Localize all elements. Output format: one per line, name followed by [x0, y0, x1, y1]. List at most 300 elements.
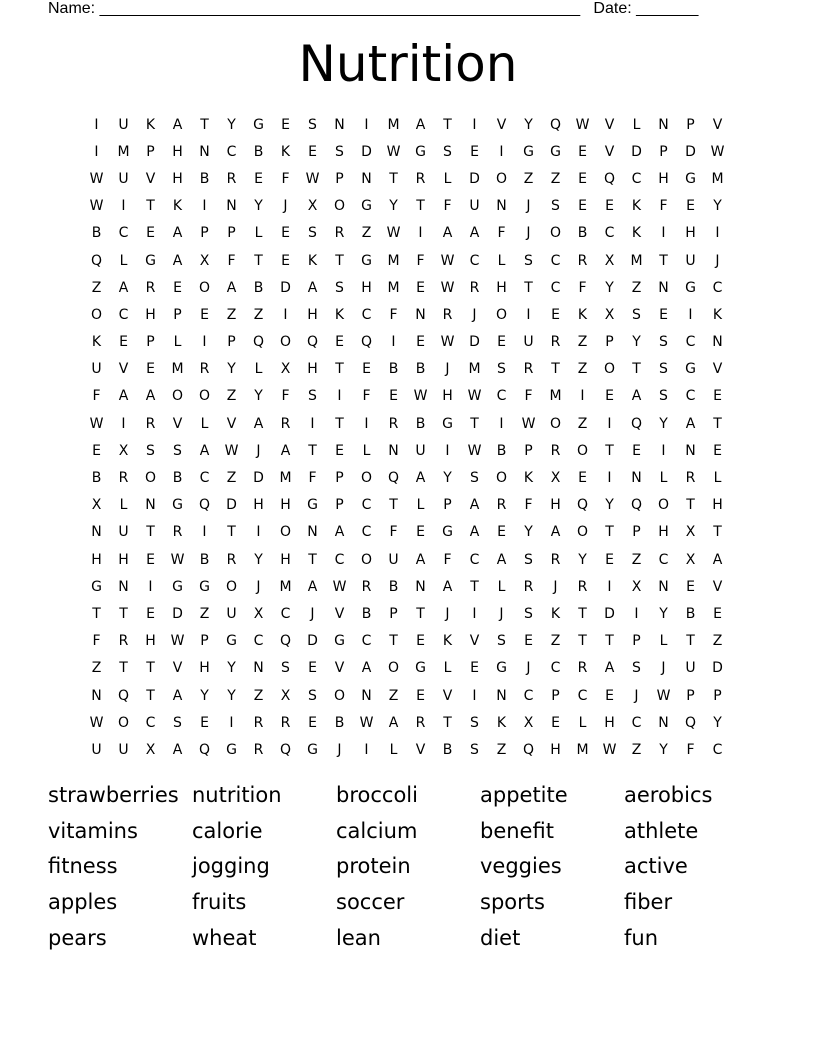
grid-letter: C	[604, 225, 615, 242]
grid-letter: U	[388, 551, 399, 568]
grid-letter: R	[550, 442, 561, 459]
grid-letter: B	[91, 225, 102, 242]
grid-letter: T	[443, 714, 452, 731]
grid-letter: S	[470, 470, 479, 487]
grid-letter: X	[91, 497, 102, 514]
grid-letter: W	[602, 741, 617, 758]
grid-letter: Z	[550, 170, 561, 187]
grid-letter: G	[172, 578, 183, 595]
grid-letter: E	[686, 198, 695, 215]
grid-letter: O	[576, 524, 589, 541]
word-bank-item: soccer	[336, 889, 405, 914]
grid-letter: I	[229, 714, 234, 731]
grid-letter: G	[523, 143, 534, 160]
grid-letter: Y	[632, 334, 641, 351]
grid-letter: H	[442, 388, 453, 405]
grid-letter: G	[415, 660, 426, 677]
grid-letter: L	[497, 252, 506, 269]
grid-letter: M	[279, 578, 292, 595]
grid-letter: E	[686, 578, 695, 595]
grid-letter: T	[146, 660, 155, 677]
grid-row	[83, 410, 731, 437]
grid-letter: U	[118, 170, 129, 187]
grid-letter: P	[632, 633, 641, 650]
grid-letter: I	[121, 415, 126, 432]
grid-letter: D	[469, 334, 480, 351]
grid-letter: N	[361, 170, 372, 187]
grid-letter: D	[361, 143, 372, 160]
grid-letter: R	[685, 470, 696, 487]
grid-letter: Y	[227, 361, 236, 378]
grid-letter: O	[198, 279, 211, 296]
grid-letter: J	[634, 687, 639, 704]
grid-letter: P	[146, 334, 155, 351]
grid-letter: L	[200, 415, 209, 432]
grid-letter: X	[685, 524, 696, 541]
grid-row	[83, 573, 731, 600]
word-bank-item: nutrition	[192, 782, 282, 807]
grid-letter: Y	[254, 551, 263, 568]
grid-letter: R	[550, 551, 561, 568]
grid-letter: N	[658, 279, 669, 296]
grid-letter: S	[659, 388, 668, 405]
grid-letter: H	[172, 143, 183, 160]
grid-letter: E	[416, 633, 425, 650]
grid-letter: Z	[361, 225, 372, 242]
grid-letter: A	[199, 442, 210, 459]
grid-letter: C	[550, 279, 561, 296]
grid-letter: R	[226, 551, 237, 568]
grid-letter: I	[499, 415, 504, 432]
grid-letter: A	[172, 225, 183, 242]
grid-letter: U	[523, 334, 534, 351]
grid-letter: E	[146, 225, 155, 242]
grid-letter: Y	[659, 605, 668, 622]
grid-letter: M	[387, 252, 400, 269]
grid-letter: O	[225, 578, 238, 595]
grid-letter: K	[631, 225, 642, 242]
grid-letter: G	[415, 143, 426, 160]
grid-letter: J	[553, 578, 558, 595]
grid-letter: T	[119, 605, 128, 622]
grid-letter: N	[226, 198, 237, 215]
grid-letter: R	[361, 578, 372, 595]
grid-letter: R	[523, 361, 534, 378]
grid-letter: N	[496, 687, 507, 704]
grid-letter: A	[226, 279, 237, 296]
grid-letter: T	[227, 524, 236, 541]
grid-letter: M	[387, 279, 400, 296]
grid-letter: Z	[523, 170, 534, 187]
grid-letter: H	[118, 551, 129, 568]
grid-letter: E	[605, 551, 614, 568]
grid-letter: M	[387, 116, 400, 133]
word-bank-item: aerobics	[624, 782, 713, 807]
grid-letter: I	[607, 470, 612, 487]
grid-letter: Z	[631, 741, 642, 758]
grid-letter: I	[121, 198, 126, 215]
grid-letter: L	[659, 470, 668, 487]
grid-letter: I	[499, 143, 504, 160]
grid-letter: S	[146, 442, 155, 459]
grid-letter: L	[659, 633, 668, 650]
grid-letter: P	[200, 225, 209, 242]
grid-letter: P	[200, 633, 209, 650]
word-bank-item: veggies	[480, 854, 562, 879]
grid-letter: R	[118, 633, 129, 650]
grid-letter: G	[145, 252, 156, 269]
grid-letter: A	[469, 497, 480, 514]
grid-letter: T	[605, 633, 614, 650]
grid-letter: P	[551, 687, 560, 704]
grid-letter: Y	[524, 524, 533, 541]
grid-letter: C	[361, 497, 372, 514]
grid-letter: C	[631, 170, 642, 187]
grid-letter: X	[199, 252, 210, 269]
grid-letter: Y	[227, 116, 236, 133]
word-bank-item: benefit	[480, 818, 554, 843]
grid-letter: N	[685, 442, 696, 459]
grid-letter: P	[713, 687, 722, 704]
grid-letter: Q	[630, 497, 643, 514]
grid-letter: V	[496, 116, 507, 133]
grid-letter: O	[144, 470, 157, 487]
grid-row	[83, 383, 731, 410]
grid-letter: E	[470, 143, 479, 160]
grid-letter: C	[685, 388, 696, 405]
grid-letter: Z	[550, 633, 561, 650]
grid-letter: V	[334, 605, 345, 622]
grid-letter: B	[415, 415, 426, 432]
grid-letter: G	[685, 361, 696, 378]
grid-row	[83, 709, 731, 736]
grid-letter: K	[91, 334, 102, 351]
grid-letter: L	[497, 578, 506, 595]
grid-letter: O	[576, 442, 589, 459]
grid-letter: W	[89, 198, 104, 215]
grid-letter: O	[603, 361, 616, 378]
grid-letter: P	[227, 334, 236, 351]
grid-letter: I	[472, 116, 477, 133]
grid-letter: E	[119, 334, 128, 351]
grid-letter: F	[308, 470, 317, 487]
grid-letter: E	[713, 442, 722, 459]
grid-letter: U	[685, 660, 696, 677]
grid-letter: E	[632, 442, 641, 459]
grid-letter: E	[200, 306, 209, 323]
grid-letter: H	[145, 306, 156, 323]
grid-letter: P	[146, 143, 155, 160]
grid-letter: E	[659, 306, 668, 323]
grid-letter: Y	[605, 279, 614, 296]
grid-letter: V	[226, 415, 237, 432]
grid-letter: E	[497, 524, 506, 541]
grid-row	[83, 111, 731, 138]
grid-letter: M	[171, 361, 184, 378]
grid-letter: B	[577, 225, 588, 242]
grid-letter: T	[92, 605, 101, 622]
grid-letter: W	[467, 388, 482, 405]
grid-letter: A	[307, 279, 318, 296]
grid-letter: I	[418, 225, 423, 242]
grid-letter: Q	[387, 470, 400, 487]
grid-letter: S	[470, 741, 479, 758]
grid-letter: T	[146, 687, 155, 704]
word-bank-item: appetite	[480, 782, 568, 807]
grid-row	[83, 274, 731, 301]
grid-letter: P	[335, 170, 344, 187]
grid-letter: F	[659, 198, 668, 215]
grid-letter: X	[631, 578, 642, 595]
grid-letter: I	[256, 524, 261, 541]
grid-letter: O	[333, 198, 346, 215]
grid-letter: G	[226, 741, 237, 758]
grid-letter: A	[388, 714, 399, 731]
grid-letter: Z	[226, 470, 237, 487]
grid-letter: R	[415, 714, 426, 731]
grid-letter: Y	[605, 497, 614, 514]
grid-row	[83, 492, 731, 519]
grid-letter: S	[497, 633, 506, 650]
grid-letter: K	[550, 605, 561, 622]
grid-letter: T	[605, 524, 614, 541]
grid-letter: V	[118, 361, 129, 378]
grid-letter: P	[335, 470, 344, 487]
grid-letter: Q	[684, 714, 697, 731]
grid-letter: T	[578, 633, 587, 650]
grid-letter: E	[146, 551, 155, 568]
grid-letter: H	[658, 170, 669, 187]
grid-letter: H	[199, 660, 210, 677]
grid-letter: Q	[198, 497, 211, 514]
grid-letter: H	[253, 497, 264, 514]
word-bank-item: athlete	[624, 818, 699, 843]
grid-letter: N	[253, 660, 264, 677]
grid-letter: Y	[254, 198, 263, 215]
grid-letter: H	[280, 551, 291, 568]
grid-letter: S	[173, 442, 182, 459]
grid-letter: U	[415, 442, 426, 459]
grid-letter: R	[577, 660, 588, 677]
grid-letter: O	[360, 551, 373, 568]
grid-letter: G	[334, 633, 345, 650]
grid-letter: A	[469, 225, 480, 242]
grid-letter: L	[119, 497, 128, 514]
grid-letter: R	[442, 306, 453, 323]
grid-letter: E	[146, 605, 155, 622]
grid-letter: D	[469, 170, 480, 187]
grid-letter: Q	[630, 415, 643, 432]
grid-letter: N	[145, 497, 156, 514]
grid-letter: U	[469, 198, 480, 215]
grid-letter: F	[281, 170, 290, 187]
word-bank-item: protein	[336, 854, 411, 879]
grid-letter: Q	[198, 741, 211, 758]
grid-letter: S	[173, 714, 182, 731]
grid-letter: E	[308, 660, 317, 677]
grid-letter: C	[145, 714, 156, 731]
word-bank-item: fun	[624, 925, 659, 950]
word-bank-item: calorie	[192, 818, 263, 843]
grid-letter: W	[440, 252, 455, 269]
grid-letter: W	[305, 170, 320, 187]
grid-letter: Y	[227, 687, 236, 704]
grid-letter: I	[202, 334, 207, 351]
grid-letter: V	[469, 633, 480, 650]
grid-letter: A	[172, 252, 183, 269]
grid-letter: B	[253, 279, 264, 296]
grid-letter: T	[551, 361, 560, 378]
grid-letter: A	[469, 524, 480, 541]
grid-letter: I	[202, 198, 207, 215]
grid-letter: L	[632, 116, 641, 133]
grid-letter: J	[472, 306, 477, 323]
grid-letter: T	[659, 252, 668, 269]
grid-letter: P	[173, 306, 182, 323]
grid-letter: H	[550, 497, 561, 514]
grid-letter: T	[416, 198, 425, 215]
grid-letter: X	[523, 714, 534, 731]
word-bank-item: pears	[48, 925, 107, 950]
grid-letter: Z	[91, 279, 102, 296]
grid-letter: X	[145, 741, 156, 758]
grid-letter: R	[280, 714, 291, 731]
word-bank-item: apples	[48, 889, 118, 914]
grid-letter: E	[551, 714, 560, 731]
grid-letter: T	[146, 524, 155, 541]
grid-row	[83, 628, 731, 655]
grid-letter: R	[550, 334, 561, 351]
grid-letter: E	[578, 198, 587, 215]
grid-row	[83, 464, 731, 491]
grid-letter: X	[307, 198, 318, 215]
grid-letter: H	[280, 497, 291, 514]
grid-letter: E	[713, 605, 722, 622]
grid-letter: Y	[659, 741, 668, 758]
grid-letter: E	[362, 361, 371, 378]
grid-letter: W	[440, 279, 455, 296]
grid-row	[83, 519, 731, 546]
grid-letter: S	[632, 660, 641, 677]
grid-letter: J	[445, 361, 450, 378]
grid-letter: V	[334, 660, 345, 677]
grid-letter: H	[712, 497, 723, 514]
grid-letter: G	[442, 524, 453, 541]
grid-letter: U	[118, 116, 129, 133]
grid-letter: E	[308, 143, 317, 160]
page-title: Nutrition	[298, 35, 518, 93]
grid-letter: Z	[712, 633, 723, 650]
grid-letter: Y	[713, 714, 722, 731]
grid-letter: V	[172, 415, 183, 432]
grid-letter: R	[145, 415, 156, 432]
word-bank	[48, 777, 768, 955]
grid-letter: F	[281, 388, 290, 405]
grid-letter: Z	[577, 334, 588, 351]
grid-letter: T	[335, 361, 344, 378]
grid-letter: K	[442, 633, 453, 650]
grid-letter: Q	[279, 741, 292, 758]
grid-letter: V	[604, 143, 615, 160]
grid-letter: G	[172, 497, 183, 514]
grid-letter: F	[92, 388, 101, 405]
grid-letter: I	[715, 225, 720, 242]
grid-letter: J	[310, 605, 315, 622]
grid-letter: P	[524, 442, 533, 459]
grid-letter: Q	[306, 334, 319, 351]
grid-letter: R	[496, 497, 507, 514]
grid-letter: C	[577, 687, 588, 704]
grid-letter: A	[415, 551, 426, 568]
grid-letter: B	[253, 143, 264, 160]
grid-letter: C	[361, 306, 372, 323]
grid-letter: K	[172, 198, 183, 215]
grid-letter: W	[467, 442, 482, 459]
grid-letter: Y	[578, 551, 587, 568]
grid-letter: N	[712, 334, 723, 351]
grid-letter: W	[224, 442, 239, 459]
grid-letter: G	[307, 497, 318, 514]
grid-letter: T	[605, 442, 614, 459]
grid-letter: E	[335, 442, 344, 459]
grid-letter: I	[148, 578, 153, 595]
grid-letter: E	[713, 388, 722, 405]
grid-letter: X	[280, 687, 291, 704]
grid-letter: P	[686, 687, 695, 704]
word-bank-item: fruits	[192, 889, 247, 914]
grid-letter: V	[415, 741, 426, 758]
grid-letter: W	[575, 116, 590, 133]
grid-letter: Z	[631, 551, 642, 568]
grid-row	[83, 247, 731, 274]
grid-letter: I	[688, 306, 693, 323]
grid-letter: N	[91, 524, 102, 541]
grid-letter: S	[632, 306, 641, 323]
grid-letter: H	[685, 225, 696, 242]
grid-letter: B	[415, 361, 426, 378]
grid-letter: R	[577, 578, 588, 595]
grid-letter: N	[91, 687, 102, 704]
grid-letter: Y	[443, 470, 452, 487]
word-bank-item: broccoli	[336, 782, 418, 807]
grid-letter: T	[335, 415, 344, 432]
word-bank-item: diet	[480, 925, 521, 950]
grid-letter: W	[386, 143, 401, 160]
grid-letter: E	[578, 470, 587, 487]
grid-letter: T	[200, 116, 209, 133]
grid-letter: I	[391, 334, 396, 351]
grid-letter: G	[496, 660, 507, 677]
grid-letter: B	[199, 170, 210, 187]
grid-letter: B	[334, 714, 345, 731]
grid-letter: Y	[200, 687, 209, 704]
grid-letter: B	[199, 551, 210, 568]
grid-letter: Z	[577, 415, 588, 432]
grid-letter: U	[685, 252, 696, 269]
grid-letter: R	[172, 524, 183, 541]
grid-letter: N	[334, 116, 345, 133]
grid-letter: H	[550, 741, 561, 758]
grid-letter: C	[712, 741, 723, 758]
grid-letter: S	[524, 605, 533, 622]
grid-letter: I	[283, 306, 288, 323]
grid-letter: C	[280, 605, 291, 622]
grid-letter: A	[631, 388, 642, 405]
grid-letter: V	[172, 660, 183, 677]
grid-letter: S	[308, 116, 317, 133]
grid-letter: N	[307, 524, 318, 541]
grid-row	[83, 356, 731, 383]
